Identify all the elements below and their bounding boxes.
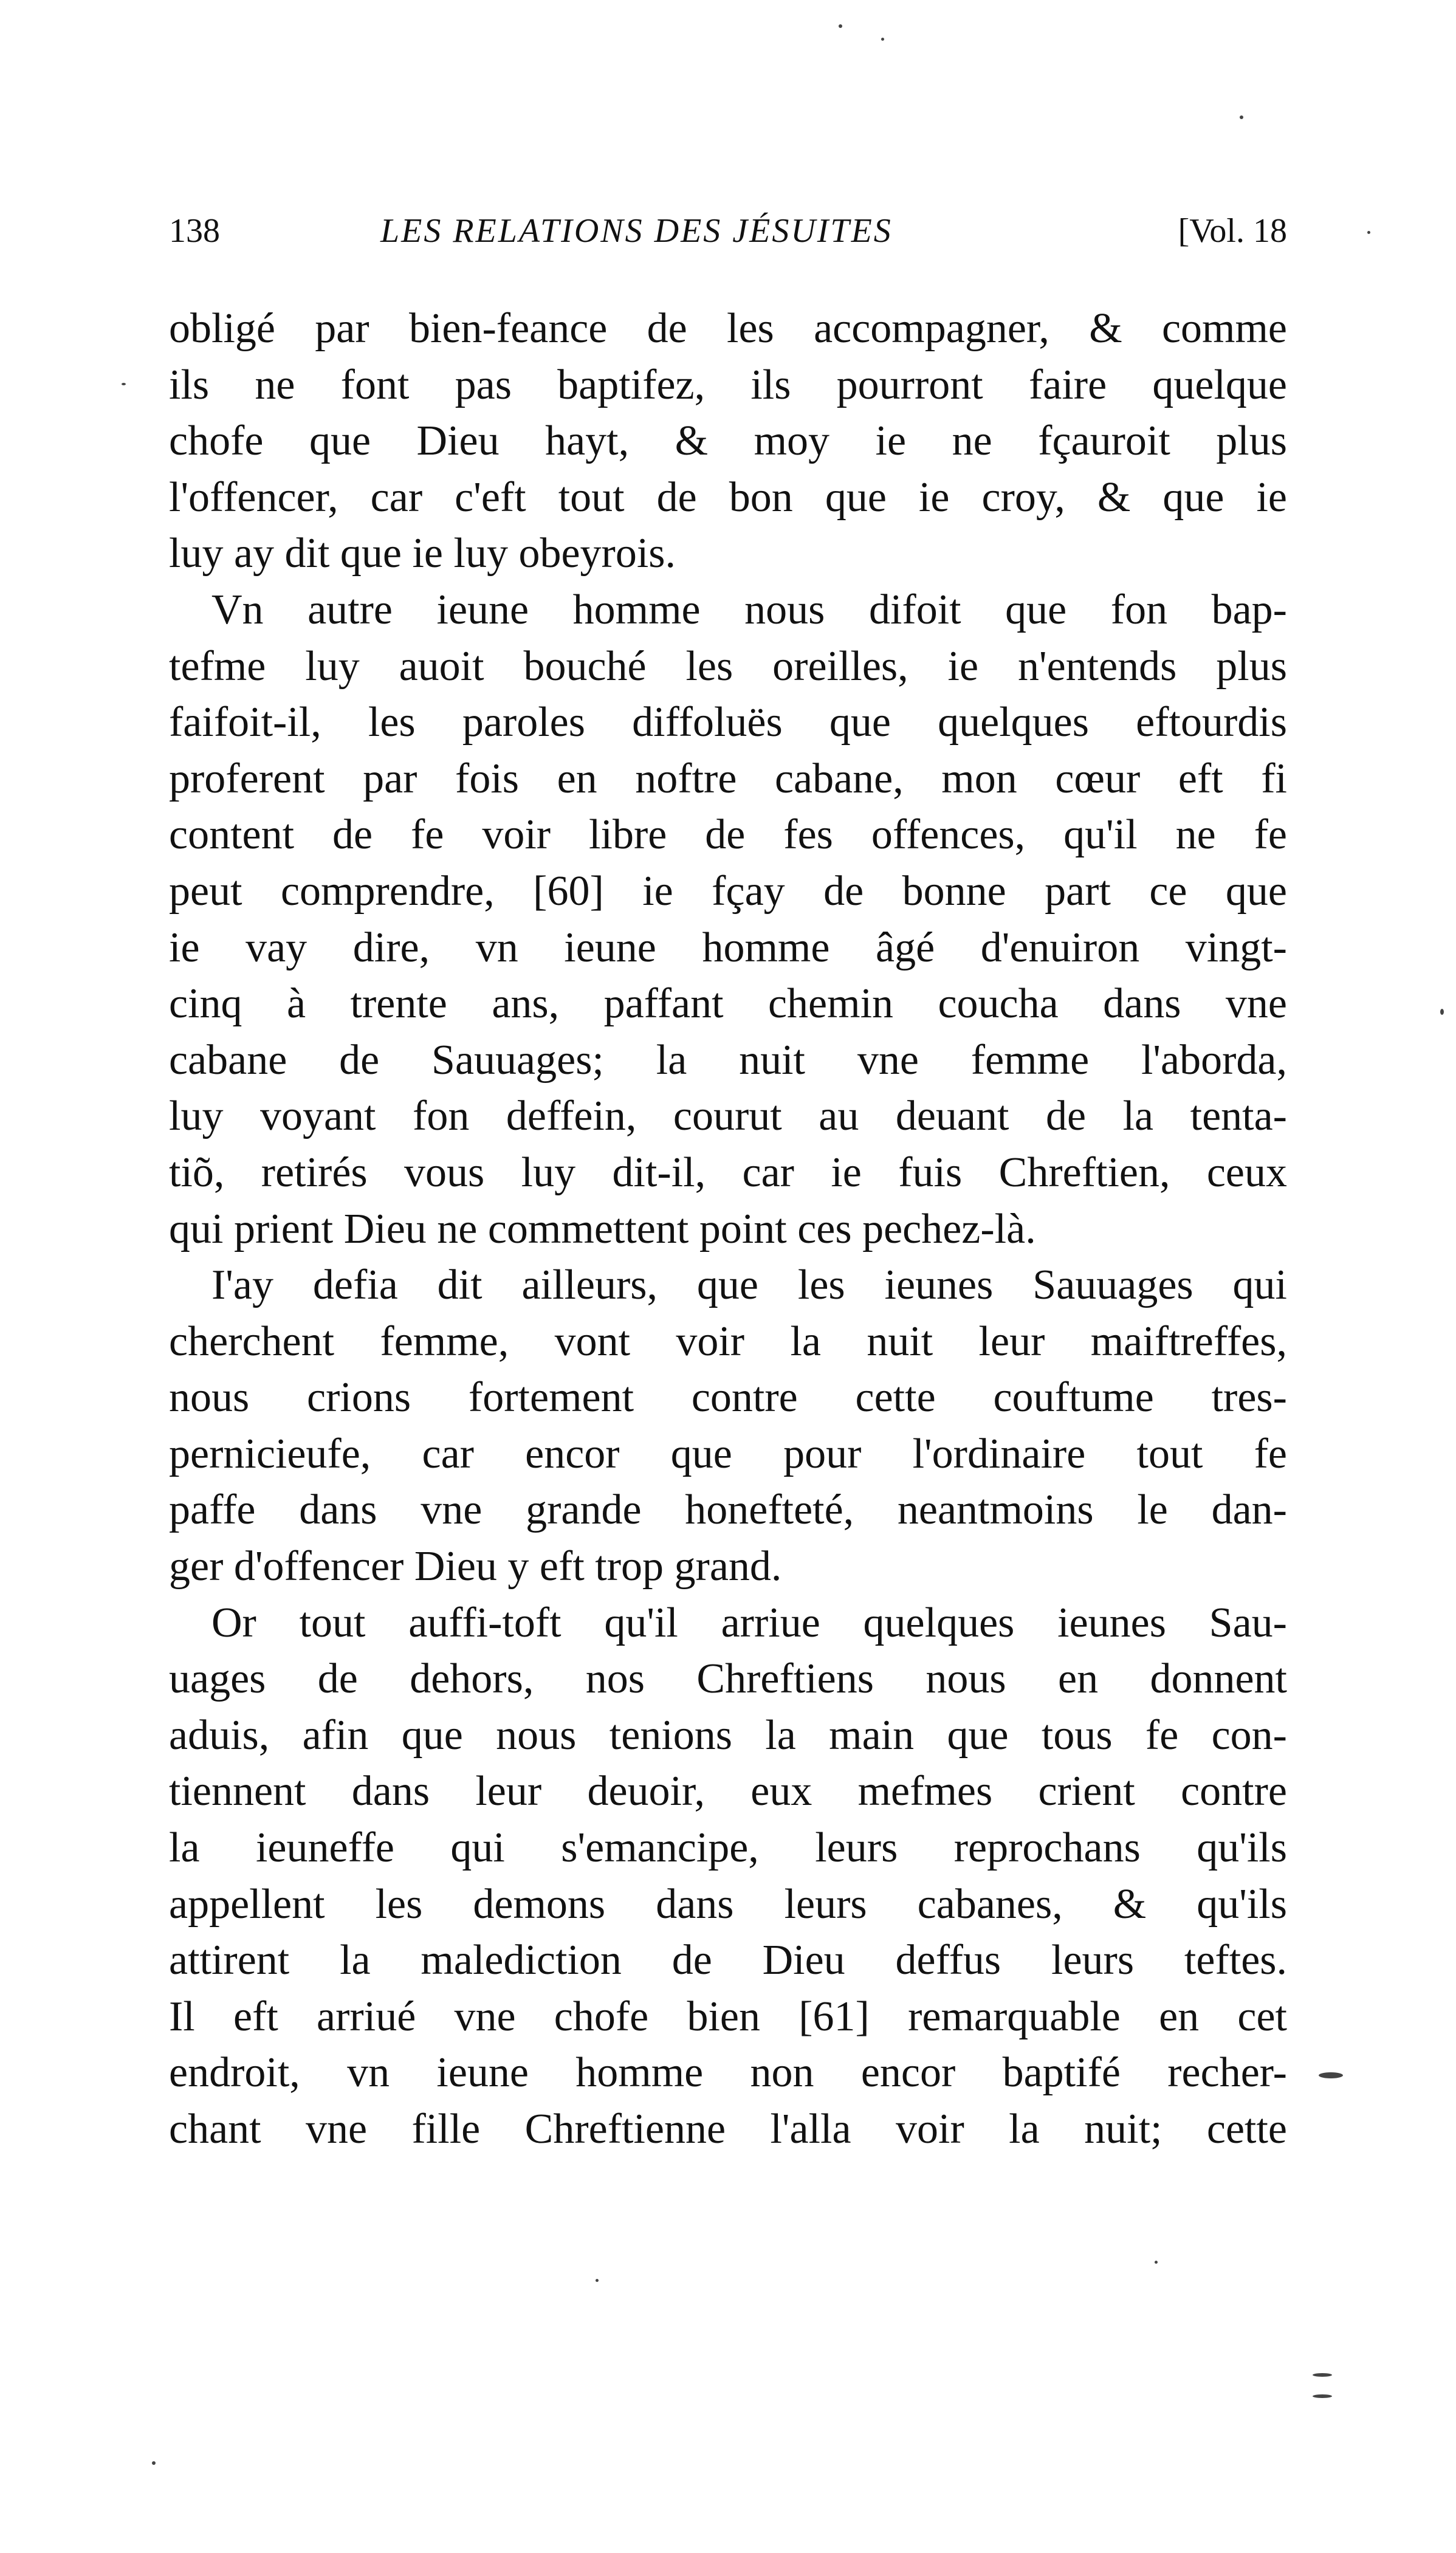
text-line: chant vne fille Chreftienne l'alla voir la nuit; cette [169, 2106, 1287, 2153]
text-line: ger d'offencer Dieu y eft trop grand. [169, 1543, 782, 1590]
text-line: cinq à trente ans, paffant chemin coucha dans vne [169, 980, 1287, 1028]
scan-speck [881, 38, 884, 41]
text-line: attirent la malediction de Dieu deffus leurs teftes. [169, 1937, 1287, 1984]
text-line: endroit, vn ieune homme non encor baptifé recher- [169, 2049, 1287, 2097]
body-text [169, 301, 1287, 2158]
text-line: appellent les demons dans leurs cabanes, & qu'ils [169, 1880, 1287, 1928]
text-line: tiennent dans leur deuoir, eux mefmes crient contre [169, 1768, 1287, 1815]
text-line: paffe dans vne grande honefteté, neantmoins le dan- [169, 1486, 1287, 1534]
scan-speck [1313, 2373, 1332, 2377]
running-title: LES RELATIONS DES JÉSUITES [380, 212, 893, 250]
volume-label: [Vol. 18 [1178, 212, 1287, 250]
text-line: nous crions fortement contre cette couftume tres- [169, 1374, 1287, 1421]
text-line: qui prient Dieu ne commettent point ces pechez-là. [169, 1205, 1036, 1252]
text-line: content de fe voir libre de fes offences, qu'il ne fe [169, 811, 1287, 859]
text-line: chofe que Dieu hayt, & moy ie ne fçauroit plus [169, 417, 1287, 465]
scan-speck [1240, 115, 1243, 119]
text-line: luy voyant fon deffein, courut au deuant de la tenta- [169, 1093, 1287, 1140]
scan-speck [1367, 231, 1370, 234]
text-line: I'ay defia dit ailleurs, que les ieunes Sauuages qui [211, 1262, 1287, 1309]
text-line: faifoit-il, les paroles diffoluës que quelques eftourdis [169, 699, 1287, 746]
text-line: uages de dehors, nos Chreftiens nous en donnent [169, 1655, 1287, 1703]
text-line: tefme luy auoit bouché les oreilles, ie n'entends plus [169, 642, 1287, 690]
text-line: cherchent femme, vont voir la nuit leur maiftreffes, [169, 1318, 1287, 1365]
text-line: peut comprendre, [60] ie fçay de bonne part ce que [169, 867, 1287, 915]
text-line: luy ay dit que ie luy obeyrois. [169, 530, 676, 577]
text-line: aduis, afin que nous tenions la main que tous fe con- [169, 1711, 1287, 1759]
text-line: ils ne font pas baptifez, ils pourront faire quelque [169, 361, 1287, 408]
text-line: cabane de Sauuages; la nuit vne femme l'aborda, [169, 1036, 1287, 1084]
text-line: pernicieufe, car encor que pour l'ordinaire tout fe [169, 1430, 1287, 1477]
text-line: Or tout auffi-toft qu'il arriue quelques ieunes Sau- [211, 1599, 1287, 1646]
page-number: 138 [169, 212, 220, 250]
scan-speck [839, 24, 842, 28]
text-line: l'offencer, car c'eft tout de bon que ie croy, & que ie [169, 473, 1287, 521]
scan-speck [1319, 2072, 1343, 2078]
scan-speck [122, 383, 126, 385]
running-head [169, 201, 1287, 261]
scan-speck [1440, 1009, 1444, 1015]
scan-speck [596, 2279, 599, 2282]
text-line: ie vay dire, vn ieune homme âgé d'enuiron vingt- [169, 924, 1287, 971]
text-line: tiõ, retirés vous luy dit-il, car ie fuis Chreftien, ceux [169, 1149, 1287, 1196]
text-line: Vn autre ieune homme nous difoit que fon bap- [211, 586, 1287, 633]
text-line: la ieuneffe qui s'emancipe, leurs reprochans qu'ils [169, 1824, 1287, 1872]
scan-speck [1313, 2394, 1332, 2398]
text-line: obligé par bien-feance de les accompagner, & comme [169, 305, 1287, 352]
scan-speck [152, 2461, 156, 2465]
text-line: proferent par fois en noftre cabane, mon cœur eft fi [169, 755, 1287, 802]
text-line: Il eft arriué vne chofe bien [61] remarquable en cet [169, 1993, 1287, 2040]
scan-speck [1155, 2261, 1158, 2264]
